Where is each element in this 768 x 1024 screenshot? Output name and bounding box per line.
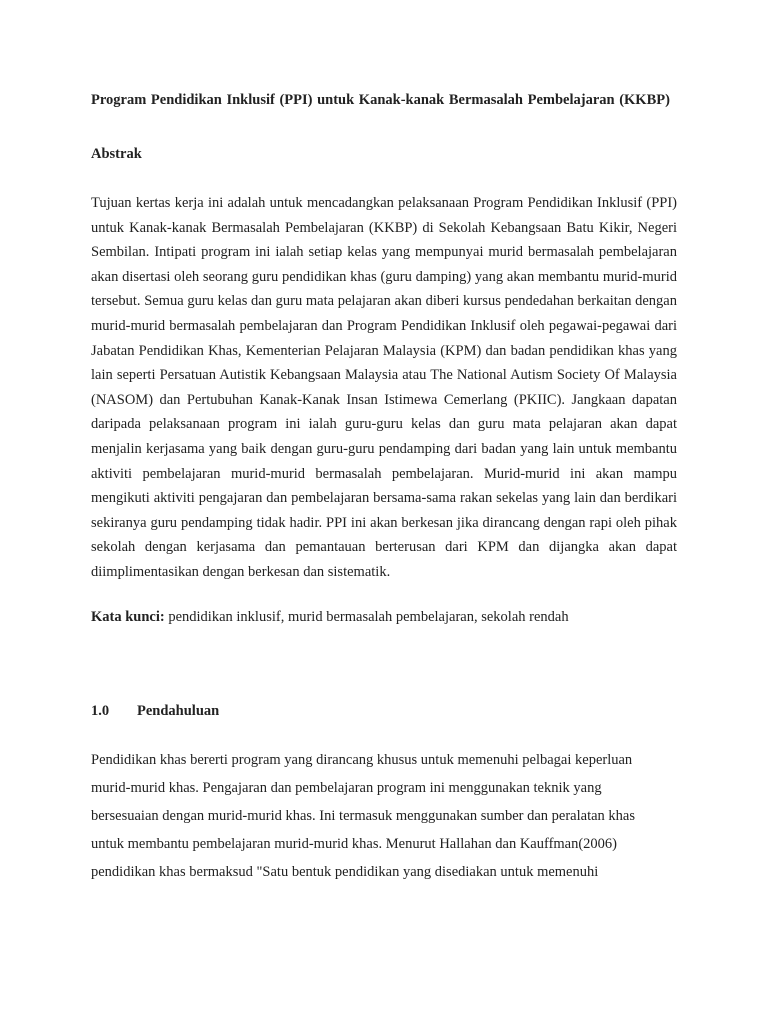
intro-line: murid-murid khas. Pengajaran dan pembelajaran program ini menggunakan teknik yang bbox=[91, 780, 602, 797]
section-number: 1.0 bbox=[91, 703, 110, 720]
intro-paragraph bbox=[91, 746, 677, 886]
document-page bbox=[91, 86, 677, 886]
keywords-label: Kata kunci: bbox=[91, 608, 165, 625]
document-title: Program Pendidikan Inklusif (PPI) untuk Kanak-kanak Bermasalah Pembelajaran (KKBP) bbox=[91, 92, 670, 108]
abstract-paragraph: Tujuan kertas kerja ini adalah untuk mencadangkan pelaksanaan Program Pendidikan Inklusif (PPI) untuk Kanak-kanak Bermasalah Pembelajaran (KKBP) di Sekolah Kebangsaan Batu Kikir, Negeri Sembilan. Intipati program ini ialah setiap kelas yang mempunyai murid bermasalah pembelajaran akan disertasi oleh seorang guru pendidikan khas (guru damping) yang akan membantu murid-murid tersebut. Semua guru kelas dan guru mata pelajaran akan diberi kursus pendedahan berkaitan dengan murid-murid bermasalah pembelajaran dan Program Pendidikan Inklusif oleh pegawai-pegawai dari Jabatan Pendidikan Khas, Kementerian Pelajaran Malaysia (KPM) dan badan pendidikan khas yang lain seperti Persatuan Autistik Kebangsaan Malaysia atau The National Autism Society Of Malaysia (NASOM) dan Pertubuhan Kanak-Kanak Insan Istimewa Cemerlang (PKIIC). Jangkaan dapatan daripada pelaksanaan program ini ialah guru-guru kelas dan guru mata pelajaran akan dapat menjalin kerjasama yang baik dengan guru-guru pendamping dari badan yang lain untuk membantu aktiviti pembelajaran murid-murid bermasalah pembelajaran. Murid-murid ini akan mampu mengikuti aktiviti pengajaran dan pembelajaran bersama-sama rakan sekelas yang lain dan berdikari sekiranya guru pendamping tidak hadir. PPI ini akan berkesan jika dirancang dengan rapi oleh pihak sekolah dengan kerjasama dan pemantauan berterusan dari KPM dan dijangka akan dapat diimplimentasikan dengan berkesan dan sistematik. bbox=[91, 195, 677, 580]
intro-line: Pendidikan khas bererti program yang dirancang khusus untuk memenuhi pelbagai keperluan bbox=[91, 752, 633, 769]
keywords-line bbox=[91, 605, 677, 630]
section-heading bbox=[91, 697, 677, 725]
intro-line: bersesuaian dengan murid-murid khas. Ini termasuk menggunakan sumber dan peralatan khas bbox=[91, 808, 635, 825]
keywords-text: pendidikan inklusif, murid bermasalah pembelajaran, sekolah rendah bbox=[164, 608, 569, 625]
abstract-heading: Abstrak bbox=[91, 146, 142, 162]
intro-line: pendidikan khas bermaksud "Satu bentuk pendidikan yang disediakan untuk memenuhi bbox=[91, 864, 599, 881]
intro-line: untuk membantu pembelajaran murid-murid khas. Menurut Hallahan dan Kauffman(2006) bbox=[91, 836, 618, 853]
section-title: Pendahuluan bbox=[137, 703, 220, 720]
